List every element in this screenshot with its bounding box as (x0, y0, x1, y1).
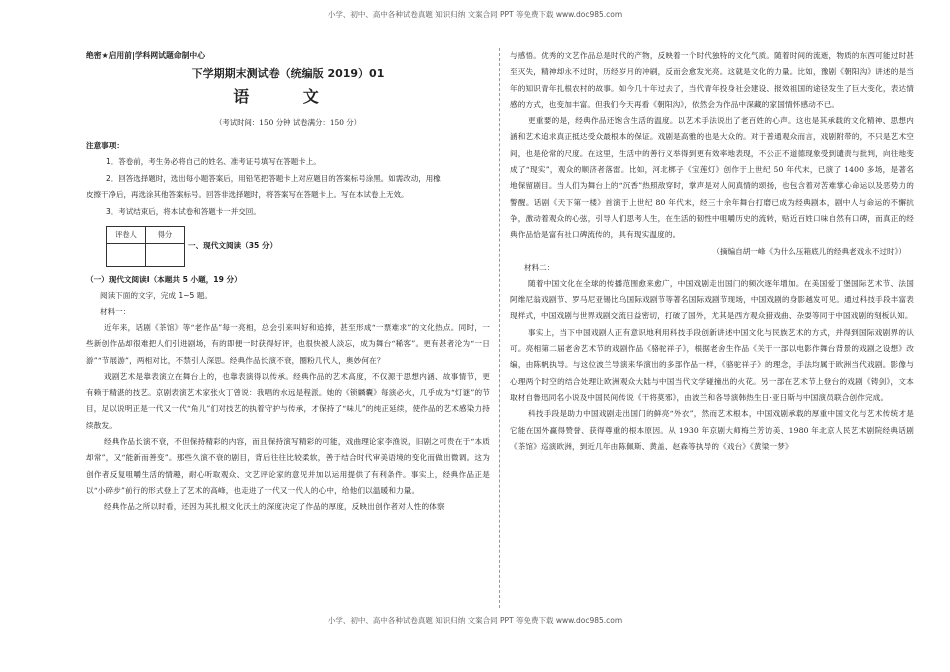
notice-item-3: 3．考试结束后，将本试卷和答题卡一并交回。 (106, 206, 261, 216)
page-footer-watermark: 小学、初中、高中各种试卷真题 知识归纳 文案合同 PPT 等免费下载 www.doc985.com (327, 616, 623, 625)
score-table (106, 226, 185, 267)
score-row (86, 226, 490, 266)
subsection-title: （一）现代文阅读Ⅰ（本题共 5 小题，19 分） (86, 275, 242, 284)
exam-info: （考试时间：150 分钟 试卷满分：150 分） (214, 118, 362, 127)
section-title: 一、现代文阅读（35 分） (188, 241, 278, 250)
material-1-paragraph: 戏剧艺术是靠表演立在舞台上的，也靠表演得以传承。经典作品的艺术高度，不仅源于思想内涵、故事情节，更有赖于精湛的技艺。京剧表演艺术家张火丁曾说：我唱的水远是程派。她的《锁麟囊》每演必火，几乎成为“灯谜”的节目，足以说明正是一代又一代“角儿”们对技艺的执着守护与传承，才保持了“味儿”的纯正延续，使作品的艺术感染力持续散发。 (86, 371, 490, 430)
material-2-label: 材料二： (524, 262, 555, 272)
notice-item-2: 2．回答选择题时，选出每小题答案后，用铅笔把答题卡上对应题目的答案标号涂黑。如需改动，用橡 (106, 173, 441, 183)
material-1-label: 材料一： (100, 307, 131, 316)
material-2-paragraph: 事实上，当下中国戏剧人正有意识地利用科技手段创新讲述中国文化与民族艺术的方式，并得到国际戏剧界的认可。亮相第二届老舍艺术节的戏剧作品《骆驼祥子》，根据老舍生作品《关于一部以电影作舞台背景的戏剧之设想》改编，由陈帆执导。与这位波兰导演来华演出的多部作品一样，《骆驼祥子》的理念，手法均属于欧洲当代戏剧。影像与心理两个时空的结合处理让欧洲观众大陆与中国当代文学碰撞出的火花。另一部在艺术节上登台的戏剧《铸剑》，文本取材自鲁迅同名小说及中国民间传说《干将莫邪》，由波兰和各导演韩热生日·亚日斯与中国演员联合创作完成。 (510, 327, 914, 402)
material-1-paragraph: 经典作品长演不衰，不但保持精彩的内容，而且保持演写精彩的可能，戏曲理论家李渔说，旧剧之可贵在于“本质却常”，又“能新而善变”。那些久演不衰的剧目，背后往往比较柔软，善于结合时代审美语境的变化而做出微调。这为创作者反复咀嚼生活的情趣，耐心听取观众、文艺评论家的意见并加以运用提供了有利条件。事实上，经典作品正是以“小碎步”前行的形式登上了艺术的高峰，也走进了一代又一代人的心中，给他们以温暖和力量。 (86, 437, 490, 495)
left-column (86, 48, 490, 516)
score-table-score-header: 得分 (146, 227, 185, 244)
reading-instruction: 阅读下面的文字，完成 1~5 题。 (100, 291, 212, 300)
notice-item-2-cont: 皮擦干净后，再选涂其他答案标号。回答非选择题时，将答案写在答题卡上。写在本试卷上无效。 (86, 190, 409, 199)
material-1-paragraph: 经典作品之所以时看，还因为其扎根文化沃土的深度决定了作品的厚度，反映出创作者对人性的体察 (104, 502, 445, 512)
page-header-watermark: 小学、初中、高中各种试卷真题 知识归纳 文案合同 PPT 等免费下载 www.doc985.com (327, 10, 623, 19)
subject-title: 语 文 (233, 87, 343, 106)
notice-item-1: 1．答卷前，考生务必将自己的姓名、准考证号填写在答题卡上。 (106, 157, 321, 166)
material-1-paragraph-cont: 与感悟。优秀的文艺作品总是时代的产物，反映着一个时代独特的文化气质。随着时间的流逝，物质的东西可能过时甚至灭失，精神却永不过时，历经岁月的冲刷，反而会愈发光亮。这就是文化的力量。比如，豫剧《朝阳沟》讲述的是当年的知识青年扎根农村的故事。如今几十年过去了，当代青年投身社会建设、报效祖国的途径发生了巨大变化，表达情感的方式，也变加丰富。但我们今天再看《朝阳沟》，依然会为作品中深藏的家国情怀感动不已。 (510, 51, 914, 109)
material-2-paragraph: 随着中国文化在全球的传播范围愈来愈广，中国戏剧走出国门的频次逐年增加。在美国爱丁堡国际艺术节、法国阿维尼翁戏剧节、罗马尼亚锡比乌国际戏剧节等著名国际戏剧节现场，中国戏剧的身影越发可见。通过科技手段丰富表现样式，中国戏剧与世界戏剧交流日益密切，打破了国外，尤其是西方观众猎戏曲、杂耍等同于中国戏剧的刻板认知。 (510, 278, 914, 321)
confidential-mark: 绝密★启用前|学科网试题命制中心 (86, 51, 205, 60)
exam-title: 下学期期末测试卷（统编版 2019）01 (191, 67, 385, 80)
score-table-score-cell (146, 244, 185, 267)
column-divider (499, 48, 500, 608)
material-1-source: （摘编自胡一峰《为什么压箱底儿的经典老戏永不过时》） (712, 246, 906, 256)
score-table-grader-cell (107, 244, 146, 267)
score-table-grader-header: 评卷人 (107, 227, 146, 244)
notice-title: 注意事项： (86, 141, 124, 150)
right-column (510, 48, 914, 455)
material-1-paragraph: 更重要的是，经典作品还饱含生活的温度。以艺术手法说出了老百姓的心声。这也是其承载的文化精神、思想内涵和艺术追求真正抵达受众最根本的保证。戏剧是高雅的也是大众的。对于普通观众而言，戏剧附带的，不只是艺术空间，也是伦常的尺度。在这里，生活中的善行义举得到更有效率地表现，不公正不道德现象受到谴责与批判，向往地变成了“现实”，观众的顺济者落雷。比如，河北梆子《宝莲灯》创作于上世纪 50 年代末，已演了 1400 多场，是著名地保留剧目。当人们为舞台上的“沉香”热照敌穿时，掌声是对人间真情的颂扬，也包含着对苦难掌心命运以及恶势力的警醒。话剧《天下第一楼》首演于上世纪 80 年代末，经三十余年舞台打磨已成为经典剧本，剧中人与命运的不懈抗争，激动着观众的心弦，引导人们思考人生，在生活的韧性中咀嚼历史的流转，贴近百姓口味自然有口碑，而真正的经典作品恰是富有社口碑流传的，具有现实温度的。 (510, 116, 914, 240)
material-1-paragraph: 近年来，话剧《茶馆》等“老作品”每一亮相，总会引来叫好和追捧，甚至形成“一票难求”的文化热点。同时，一些新创作品却很难把人们引进剧场，有的即便一时获得好评，也很快被人淡忘，成为舞台“稀客”。更有甚者沦为“一日游”“节展游”，两相对比，不禁引人深思。经典作品长演不衰，圈粉几代人，奥妙何在？ (86, 323, 490, 365)
material-2-paragraph: 科技手段是助力中国戏剧走出国门的鲜亮“外衣”，然而艺术根本，中国戏剧承载的厚重中国文化与艺术传统才是它能在国外赢得赞誉、获得尊重的根本原因。从 1930 年京剧大师梅兰芳访美、1980 年北京人民艺术剧院经典话剧《茶馆》巡演欧洲，到近几年由陈佩斯、黄盖、赵森等执导的《戏台》《黄梁一梦》 (510, 409, 914, 451)
